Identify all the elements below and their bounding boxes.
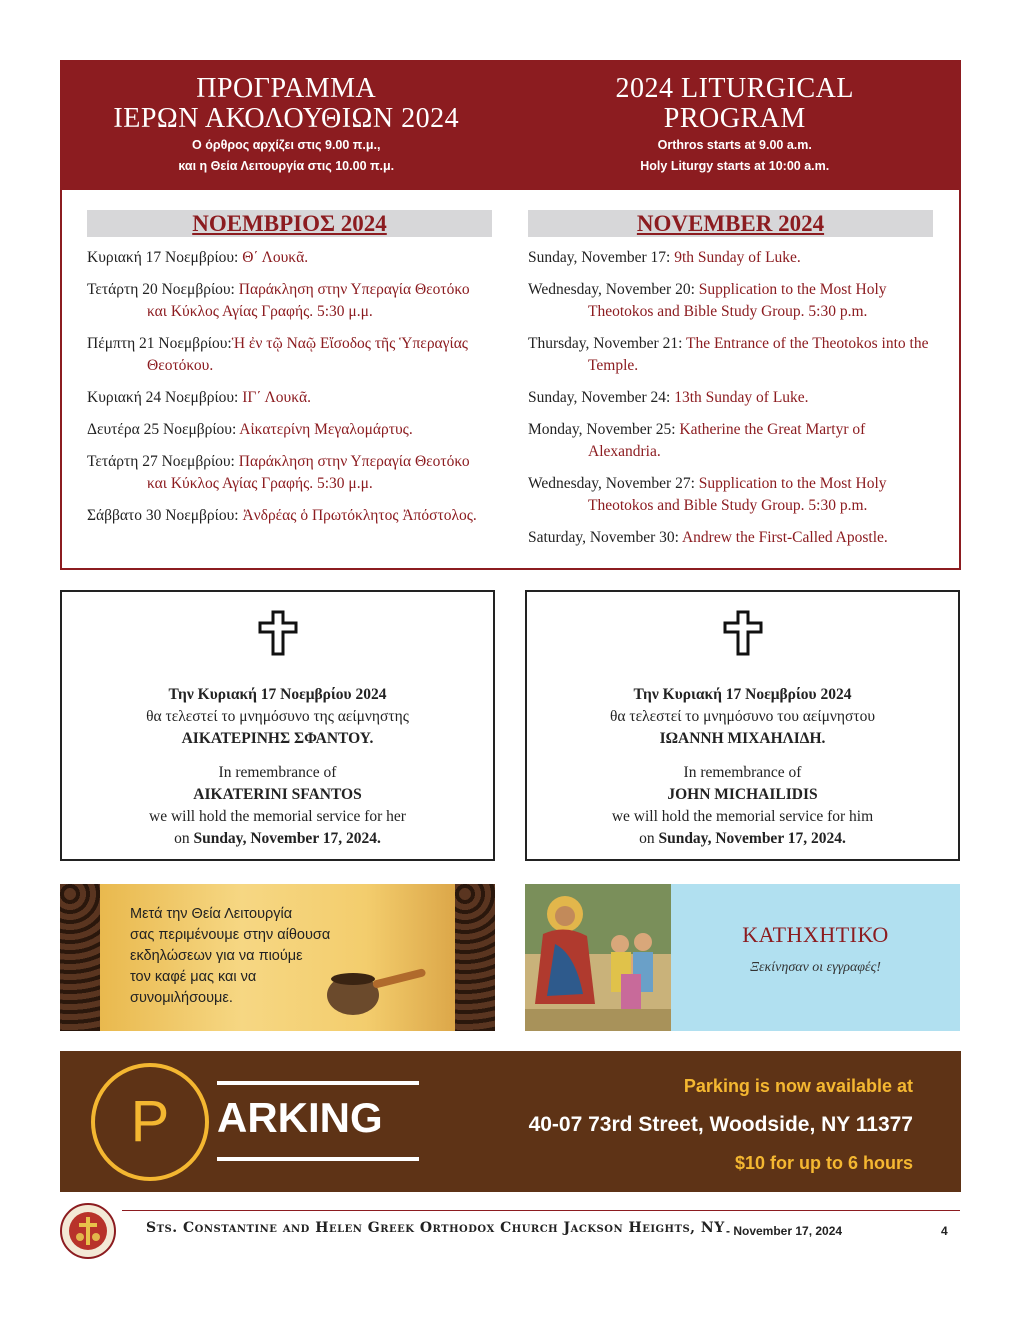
liturgical-program: [60, 60, 961, 570]
entry-event: Παράκληση στην Υπεραγία Θεοτόκο και Κύκλος Αγίας Γραφής. 5:30 μ.μ.: [147, 281, 470, 320]
greek-subtitle-line2: και η Θεία Λειτουργία στις 10.00 π.μ.: [178, 159, 395, 173]
entry-date: Wednesday, November 27:: [528, 475, 695, 492]
entry-event: Θ΄ Λουκᾶ.: [238, 249, 309, 266]
christ-with-children-icon: [525, 884, 671, 1031]
greek-title-line2: ΙΕΡΩΝ ΑΚΟΛΟΥΘΙΩΝ 2024: [113, 103, 460, 134]
english-month-heading: NOVEMBER 2024: [528, 210, 933, 237]
entry-date: Κυριακή 17 Νοεμβρίου:: [87, 249, 239, 266]
coffee-hour-banner: [60, 884, 495, 1031]
entry-date: Saturday, November 30:: [528, 529, 679, 546]
memorial-english-date-line: [62, 828, 493, 850]
schedule-entry: [87, 333, 492, 377]
memorial-english-date: Sunday, November 17, 2024.: [193, 830, 381, 847]
entry-event: Andrew the First-Called Apostle.: [678, 529, 888, 546]
entry-event: 9th Sunday of Luke.: [670, 249, 801, 266]
english-schedule: [528, 210, 933, 559]
schedule-entry: [528, 279, 933, 323]
entry-event: Katherine the Great Martyr of Alexandria.: [588, 421, 866, 460]
entry-event: Ἡ ἐν τῷ Ναῷ Εἴσοδος τῆς Ὑπεραγίας Θεοτόκου.: [147, 335, 468, 374]
schedule-entry: [528, 527, 933, 549]
coffee-line: σας περιμένουμε στην αίθουσα: [130, 927, 331, 943]
parking-letter-icon: P: [91, 1063, 209, 1181]
schedule-entry: [87, 505, 492, 527]
parking-price: $10 for up to 6 hours: [734, 1153, 913, 1173]
schedule-entry: [528, 419, 933, 463]
schedule-entry: [87, 451, 492, 495]
schedule-entry: [87, 419, 492, 441]
memorial-english-intro: In remembrance of: [683, 764, 802, 781]
parking-word: ARKING: [217, 1094, 383, 1141]
catechism-subtitle: Ξεκίνησαν οι εγγραφές!: [750, 960, 881, 975]
english-subtitle-line2: Holy Liturgy starts at 10:00 a.m.: [640, 159, 830, 173]
entry-event: ΙΓ΄ Λουκᾶ.: [238, 389, 312, 406]
program-header: [62, 62, 959, 190]
schedule-entry: [87, 387, 492, 409]
entry-date: Δευτέρα 25 Νοεμβρίου:: [87, 421, 237, 438]
schedule-entry: [87, 247, 492, 269]
entry-event: Supplication to the Most Holy Theotokos and Bible Study Group. 5:30 p.m.: [588, 281, 887, 320]
greek-header: [62, 62, 511, 190]
program-body: [62, 190, 959, 559]
entry-date: Wednesday, November 20:: [528, 281, 695, 298]
greek-subtitle-line1: Ο όρθρος αρχίζει στις 9.00 π.μ.,: [192, 138, 381, 152]
memorial-greek-text: θα τελεστεί το μνημόσυνο της αείμνηστης: [146, 708, 409, 725]
memorial-english-name: JOHN MICHAILIDIS: [667, 786, 818, 803]
entry-date: Sunday, November 17:: [528, 249, 671, 266]
coffee-beans-border: [60, 884, 100, 1031]
memorial-notice-sfantos: [60, 590, 495, 861]
memorial-english-date-line: [527, 828, 958, 850]
greek-month-heading: ΝΟΕΜΒΡΙΟΣ 2024: [87, 210, 492, 237]
entry-event: Supplication to the Most Holy Theotokos and Bible Study Group. 5:30 p.m.: [588, 475, 887, 514]
footer-rule: [122, 1210, 960, 1211]
english-subtitle-line1: Orthros starts at 9.00 a.m.: [657, 138, 812, 152]
schedule-entry: [528, 387, 933, 409]
footer-church-name: Sts. Constantine and Helen Greek Orthodox Church Jackson Heights, NY: [146, 1220, 725, 1236]
entry-date: Σάββατο 30 Νοεμβρίου:: [87, 507, 239, 524]
entry-date: Πέμπτη 21 Νοεμβρίου:: [87, 335, 232, 352]
entry-date: Sunday, November 24:: [528, 389, 671, 406]
coffee-line: εκδηλώσεων για να πιούμε: [130, 948, 303, 964]
memorial-greek-date: Την Κυριακή 17 Νοεμβρίου 2024: [633, 686, 852, 703]
memorial-greek-name: ΑΙΚΑΤΕΡΙΝΗΣ ΣΦΑΝΤΟΥ.: [181, 730, 374, 747]
greek-schedule: [87, 210, 492, 559]
coffee-line: τον καφέ μας και να: [130, 969, 257, 985]
coffee-beans-border: [455, 884, 495, 1031]
coffee-text: [130, 904, 330, 1009]
coffee-line: Μετά την Θεία Λειτουργία: [130, 906, 293, 922]
entry-event: Παράκληση στην Υπεραγία Θεοτόκο και Κύκλος Αγίας Γραφής. 5:30 μ.μ.: [147, 453, 470, 492]
entry-date: Monday, November 25:: [528, 421, 676, 438]
catechism-banner: [525, 884, 960, 1031]
entry-date: Thursday, November 21:: [528, 335, 683, 352]
coffee-pot-icon: [321, 957, 431, 1017]
coffee-line: συνομιλήσουμε.: [130, 990, 233, 1006]
greek-title-line1: ΠΡΟΓΡΑΜΜΑ: [196, 73, 377, 104]
entry-event: The Entrance of the Theotokos into the Temple.: [588, 335, 929, 374]
memorial-english-date: Sunday, November 17, 2024.: [658, 830, 846, 847]
memorial-on: on: [639, 830, 659, 847]
parking-address: 40-07 73rd Street, Woodside, NY 11377: [528, 1113, 913, 1136]
entry-event: Ἀνδρέας ὁ Πρωτόκλητος Ἀπόστολος.: [238, 507, 477, 524]
memorial-on: on: [174, 830, 194, 847]
memorial-english-intro: In remembrance of: [218, 764, 337, 781]
entry-date: Κυριακή 24 Νοεμβρίου:: [87, 389, 239, 406]
catechism-title: ΚΑΤΗΧΗΤΙΚΟ: [742, 922, 889, 947]
entry-date: Τετάρτη 20 Νοεμβρίου:: [87, 281, 235, 298]
memorial-english-name: AIKATERINI SFANTOS: [193, 786, 362, 803]
memorial-greek-date: Την Κυριακή 17 Νοεμβρίου 2024: [168, 686, 387, 703]
parking-rule-bottom: [217, 1157, 419, 1161]
schedule-entry: [528, 247, 933, 269]
memorial-notice-michailidis: [525, 590, 960, 861]
memorial-greek-name: ΙΩΑΝΝΗ ΜΙΧΑΗΛΙΔΗ.: [659, 730, 826, 747]
english-title-line2: PROGRAM: [663, 103, 806, 134]
parking-rule-top: [217, 1081, 419, 1085]
english-header: [511, 62, 960, 190]
cross-icon: [258, 610, 298, 656]
church-seal-icon: [60, 1203, 116, 1259]
coffee-paper: [100, 884, 455, 1031]
entry-event: 13th Sunday of Luke.: [670, 389, 809, 406]
cross-icon: [723, 610, 763, 656]
memorial-greek-text: θα τελεστεί το μνημόσυνο του αείμνηστου: [609, 708, 876, 725]
schedule-entry: [528, 473, 933, 517]
entry-event: Αἰκατερίνη Μεγαλομάρτυς.: [236, 421, 413, 438]
memorial-english-text: we will hold the memorial service for her: [149, 808, 406, 825]
page-number: 4: [941, 1224, 948, 1238]
parking-availability: Parking is now available at: [683, 1076, 913, 1096]
schedule-entry: [87, 279, 492, 323]
entry-date: Τετάρτη 27 Νοεμβρίου:: [87, 453, 235, 470]
memorial-english-text: we will hold the memorial service for him: [611, 808, 874, 825]
schedule-entry: [528, 333, 933, 377]
english-title-line1: 2024 LITURGICAL: [615, 73, 854, 104]
parking-banner: [60, 1051, 961, 1192]
footer-date: - November 17, 2024: [726, 1224, 843, 1238]
